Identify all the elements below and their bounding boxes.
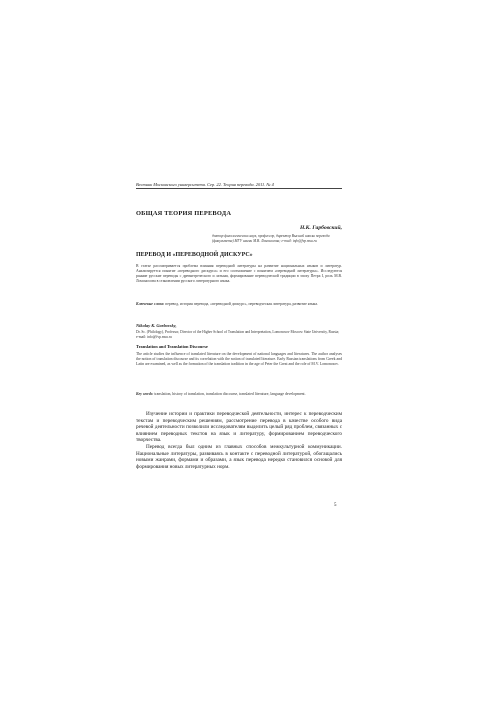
section-title: ОБЩАЯ ТЕОРИЯ ПЕРЕВОДА bbox=[136, 210, 232, 217]
keywords-text-en: translation, history of translation, translation discourse, translated literature, language development. bbox=[154, 392, 306, 396]
en-author-name: Nikolay K. Garbovsky, bbox=[136, 323, 177, 328]
body-text bbox=[136, 411, 342, 470]
body-paragraph: Перевод всегда был одним из главных способов межкультурной коммуникации. Национальные литературы, развиваясь в контакте с переводной литературой, обогащались новыми жанрами, формами и образами, а язык перевода нередко становился основой для формирования новых литературных норм. bbox=[136, 443, 342, 470]
author-affiliation: доктор филологических наук, профессор, директор Высшей школы перевода (факультета) МГУ имени М.В. Ломоносова; e-mail: info@fvp.msu.ru bbox=[212, 234, 330, 243]
abstract-ru: В статье рассматривается проблема влияния переводной литературы на развитие национальных языков и литератур. Анализируется понятие «переводного дискурса» и его соотношение с понятием «переводной литературы». Исследуются ранние русские переводы с древнегреческого и латыни, формирование переводческой традиции в эпоху Петра I, роль М.В. Ломоносова в становлении русского литературного языка. bbox=[136, 264, 342, 283]
running-header: Вестник Московского университета. Сер. 22. Теория перевода. 2011. № 4 bbox=[136, 182, 342, 189]
keywords-en bbox=[136, 392, 342, 397]
en-article-title: Translation and Translation Discourse bbox=[136, 344, 208, 349]
keywords-label-ru: Ключевые слова: bbox=[136, 302, 165, 306]
page-number: 5 bbox=[334, 503, 337, 508]
article-title: ПЕРЕВОД И «ПЕРЕВОДНОЙ ДИСКУРС» bbox=[136, 252, 253, 258]
keywords-ru bbox=[136, 302, 342, 307]
body-paragraph: Изучение истории и практики переводческой деятельности, интерес к переводческим текстам и переводческим решениям, рассмотрение перевода в качестве особого вида речевой деятельности позволили исследователям выделить целый ряд проблем, связанных с влиянием переводных текстов на язык и литературу, формированием переводческого творчества. bbox=[136, 411, 342, 444]
en-author-affiliation: Dr. Sc. (Philology), Professor, Director of the Higher School of Translation and Interpretation, Lomonosov Moscow State University, Russia; e-mail: info@fvp.msu.ru bbox=[136, 330, 340, 339]
author-name: Н.К. Гарбовский, bbox=[299, 225, 342, 231]
keywords-label-en: Key words: bbox=[136, 392, 154, 396]
keywords-text-ru: перевод, история перевода, «переводной дискурс», переводческая литература, развитие языка. bbox=[165, 302, 318, 306]
abstract-en: The article studies the influence of translated literature on the development of national languages and literatures. The author analyses the notion of translation discourse and its correlation with the notion of translated literature. Early Russian translations from Greek and Latin are examined, as well as the formation of the translation tradition in the age of Peter the Great and the role of M.V. Lomonosov. bbox=[136, 352, 342, 366]
